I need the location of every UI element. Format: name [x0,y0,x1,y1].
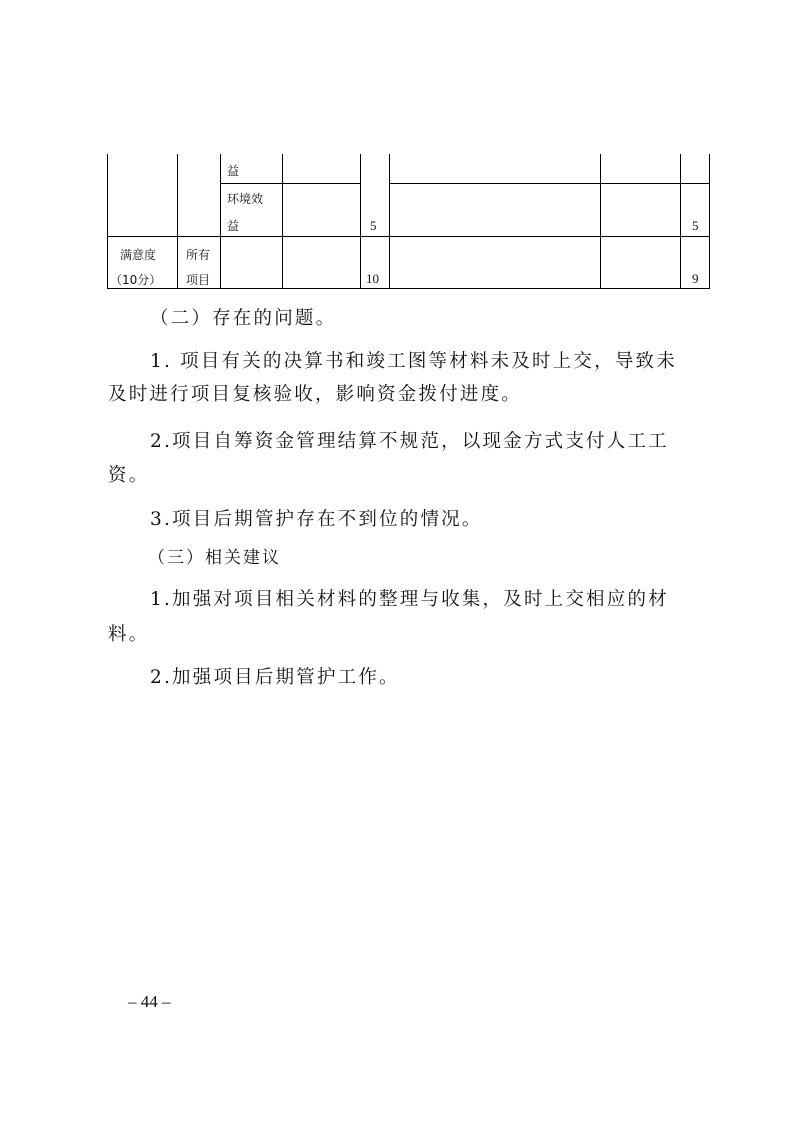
table-border-bottom [107,288,710,289]
suggestion-1-line-2: 料。 [108,624,150,645]
table-border-right [709,154,710,289]
table-col-line [600,154,601,289]
table-col-line [282,154,283,289]
table-cell-satisfaction: 满意度 [120,248,157,262]
table-row-line [107,236,710,237]
problem-1-line-1: 1. 项目有关的决算书和竣工图等材料未及时上交，导致未 [150,351,677,372]
problem-2-line-2: 资。 [108,465,150,486]
table-cell-weight: 5 [370,218,377,233]
suggestion-1-line-1: 1.加强对项目相关材料的整理与收集，及时上交相应的材 [150,589,669,610]
problems-heading: （二）存在的问题。 [150,308,337,329]
table-border-left [107,154,108,289]
table-col-line [220,154,221,289]
table-col-line [389,154,390,289]
table-cell-weight: 10 [366,271,379,286]
suggestion-2: 2.加强项目后期管护工作。 [150,667,400,688]
table-cell-satisfaction-points: （10分） [110,273,162,287]
table-cell-environmental-benefit-tail: 益 [227,219,240,233]
problem-1-line-2: 及时进行项目复核验收，影响资金拨付进度。 [108,384,523,405]
suggestions-heading: （三）相关建议 [148,548,281,568]
table-cell-scope-tail: 项目 [186,273,211,287]
table-cell-score: 9 [692,271,699,286]
evaluation-table [107,154,710,289]
table-col-line [360,154,361,289]
problem-3: 3.项目后期管护存在不到位的情况。 [150,509,483,530]
table-row-line [389,183,710,184]
page-number: – 44 – [128,992,171,1011]
table-cell-environmental-benefit: 环境效 [227,192,264,206]
table-row-line [220,183,360,184]
table-cell-score: 5 [692,218,699,233]
table-cell-benefit-tail: 益 [227,164,240,178]
problem-2-line-1: 2.项目自筹资金管理结算不规范，以现金方式支付人工工 [150,431,669,452]
table-col-line [680,154,681,289]
table-col-line [177,154,178,289]
table-cell-scope: 所有 [186,248,211,262]
